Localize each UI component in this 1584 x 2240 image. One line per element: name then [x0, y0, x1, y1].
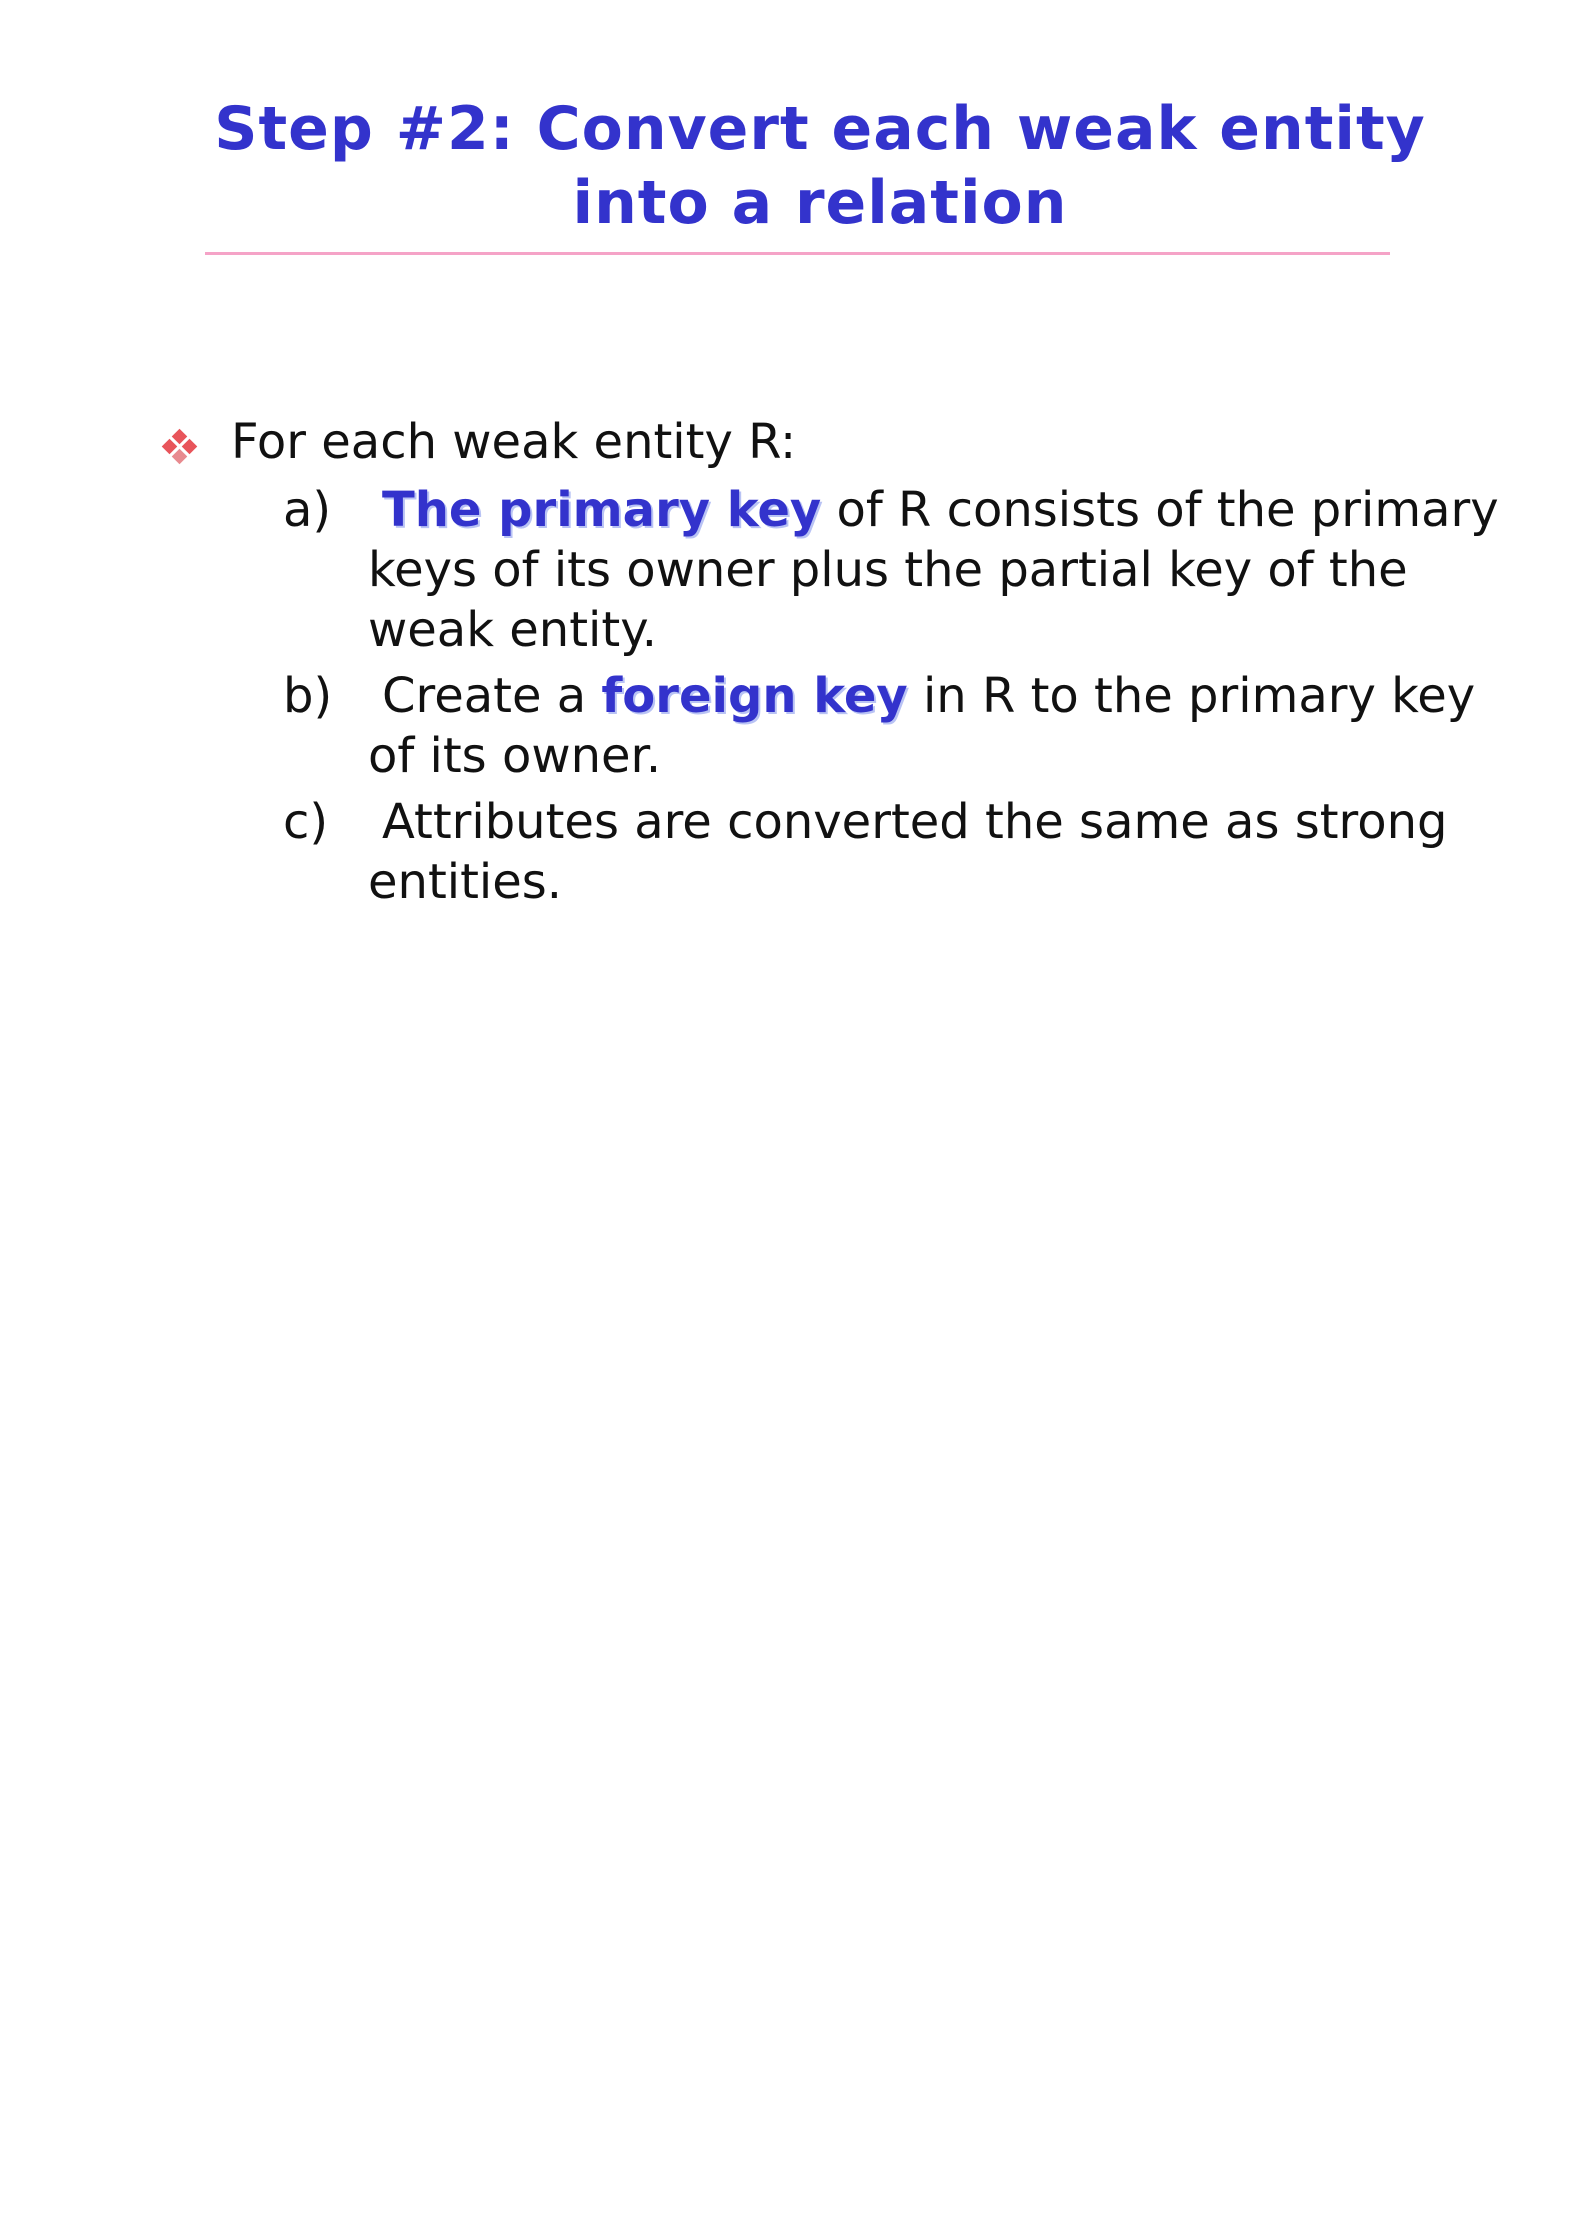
sub-item-b	[283, 666, 1533, 786]
bullet-item	[163, 410, 1463, 474]
sub-item-after: of R consists of the primary keys of its owner plus the partial key of the weak entity.	[368, 482, 1499, 658]
sub-item-marker: c)	[283, 794, 329, 850]
sub-item-lead	[382, 482, 821, 538]
sub-item-before: Create a	[382, 668, 602, 724]
bullet-text: For each weak entity R:	[231, 414, 797, 470]
sub-item-marker: b)	[283, 668, 333, 724]
sub-item-body	[368, 792, 1533, 912]
sub-item-body	[368, 480, 1533, 660]
sub-item-before: Attributes are converted the same as strong entities.	[368, 794, 1448, 910]
bullet-list	[163, 410, 1499, 910]
diamond-bullet-icon	[163, 430, 195, 462]
sub-item-lead	[382, 668, 908, 724]
sub-item-c	[283, 792, 1533, 912]
sub-item-lead	[368, 794, 1447, 910]
sub-item-after: in R to the primary key of its owner.	[368, 668, 1476, 784]
sub-item-body	[368, 666, 1533, 786]
sub-item-marker: a)	[283, 482, 332, 538]
sub-list	[283, 480, 1533, 918]
sub-item-a	[283, 480, 1533, 660]
title-divider	[205, 252, 1390, 255]
highlight-term: foreign key	[601, 668, 908, 724]
highlight-term: The primary key	[382, 482, 822, 538]
slide-title: Step #2: Convert each weak entity into a relation	[214, 94, 1426, 238]
